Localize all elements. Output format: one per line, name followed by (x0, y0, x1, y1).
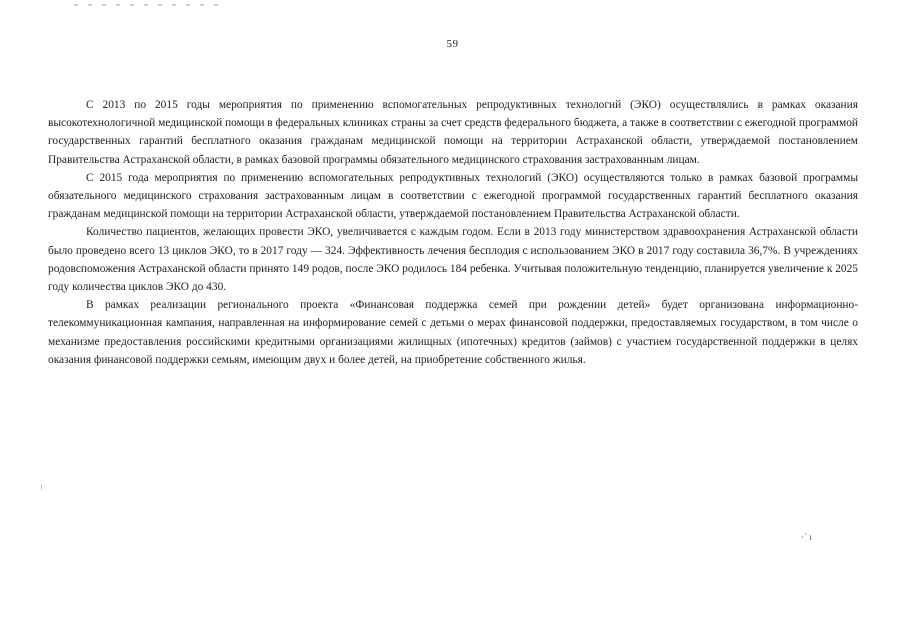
page-number: 59 (446, 38, 459, 50)
paragraph-regional-project: В рамках реализации регионального проекта «Финансовая поддержка семей при рождении детей» будет организована информационно-телекоммуникационная кампания, направленная на информирование семей с детьми о мерах финансовой поддержки, предоставляемых государством, в том числе о механизме предоставления российскими кредитными организациями жилищных (ипотечных) кредитов (займов) с участием государственной поддержки в целях оказания финансовой поддержки семьям, имеющим двух и более детей, на приобретение собственного жилья. (48, 299, 858, 366)
paragraph-eco-statistics: Количество пациентов, желающих провести ЭКО, увеличивается с каждым годом. Если в 2013 году министерством здравоохранения Астраханской области было проведено всего 13 циклов ЭКО, то в 2017 году — 324. Эффективность лечения бесплодия с использованием ЭКО в 2017 году составила 36,7%. В учреждениях родовспоможения Астраханской области принято 149 родов, после ЭКО родилось 184 ребенка. Учитывая положительную тенденцию, планируется увеличение к 2025 году количества циклов ЭКО до 430. (48, 226, 858, 294)
document-body (48, 96, 858, 369)
scan-artifact-left (41, 484, 42, 490)
paragraph-eco-since-2015: С 2015 года мероприятия по применению вспомогательных репродуктивных технологий (ЭКО) осуществляются только в рамках базовой программы обязательного медицинского страхования застрахованным лицам в соответствии с ежегодной программой государственных гарантий бесплатного оказания гражданам медицинской помощи на территории Астраханской области, утверждаемой постановлением Правительства Астраханской области. (48, 171, 858, 221)
paragraph-eco-2013-2015: С 2013 по 2015 годы мероприятия по применению вспомогательных репродуктивных технологий (ЭКО) осуществлялись в рамках оказания высокотехнологичной медицинской помощи в федеральных клиниках страны за счет средств федерального бюджета, а также в соответствии с ежегодной программой государственных гарантий бесплатного оказания гражданам медицинской помощи на территории Астраханской области, утверждаемой постановлением Правительства Астраханской области, в рамках базовой программы обязательного медицинского страхования застрахованным лицам. (48, 99, 858, 166)
scan-artifact-top (74, 4, 224, 6)
corner-mark: ·´ ı (801, 532, 812, 542)
